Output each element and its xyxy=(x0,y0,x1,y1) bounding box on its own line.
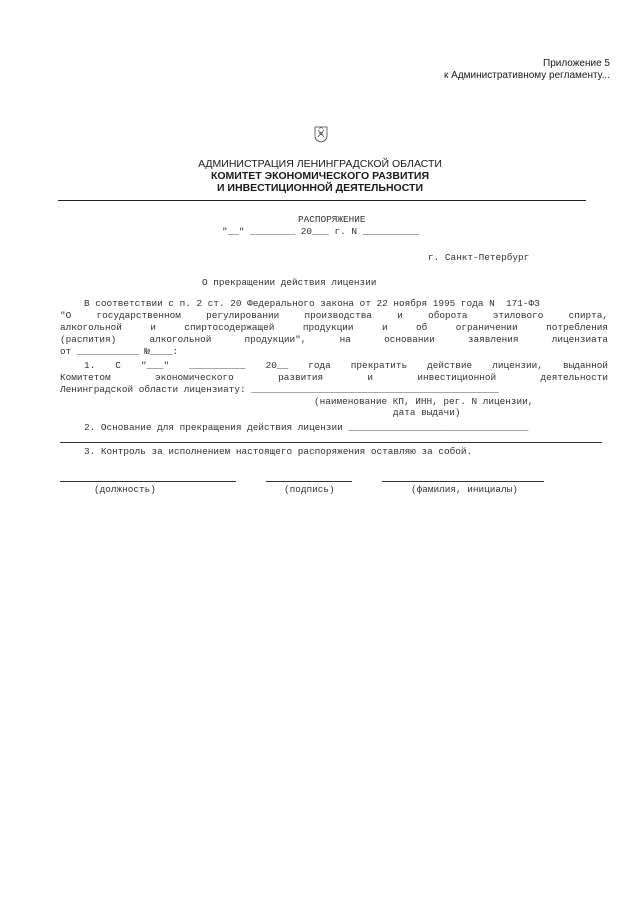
item-1-line-3: Ленинградской области лицензиату: ____________________________________________ xyxy=(60,384,499,395)
intro-line-4: (распития) алкогольной продукции", на основании заявления лицензиата xyxy=(60,334,608,345)
appendix-reference: к Административному регламенту... xyxy=(444,70,610,81)
name-label: (фамилия, инициалы) xyxy=(411,484,518,495)
item-1-caption-1: (наименование КП, ИНН, рег. N лицензии, xyxy=(314,396,534,407)
order-city: г. Санкт-Петербург xyxy=(428,252,530,263)
order-subject: О прекращении действия лицензии xyxy=(202,277,377,288)
order-date-number: "__" ________ 20___ г. N __________ xyxy=(222,226,419,237)
item-1-line-1: 1. С "___" __________ 20__ года прекратить действие лицензии, выданной xyxy=(84,360,608,371)
appendix-number: Приложение 5 xyxy=(543,58,610,69)
intro-line-2: "О государственном регулировании производства и оборота этилового спирта, xyxy=(60,310,608,321)
order-title: РАСПОРЯЖЕНИЕ xyxy=(298,214,366,225)
item-1-caption-2: дата выдачи) xyxy=(393,407,461,418)
name-line xyxy=(382,481,544,482)
administration-title: АДМИНИСТРАЦИЯ ЛЕНИНГРАДСКОЙ ОБЛАСТИ xyxy=(198,158,442,170)
committee-title-line2: И ИНВЕСТИЦИОННОЙ ДЕЯТЕЛЬНОСТИ xyxy=(216,182,424,194)
position-line xyxy=(60,481,236,482)
item-2: 2. Основание для прекращения действия лицензии ________________________________ xyxy=(84,422,529,433)
item-3: 3. Контроль за исполнением настоящего распоряжения оставляю за собой. xyxy=(84,446,473,457)
signature-label: (подпись) xyxy=(284,484,335,495)
intro-line-1: В соответствии с п. 2 ст. 20 Федерального закона от 22 ноября 1995 года N 171-ФЗ xyxy=(84,298,540,309)
position-label: (должность) xyxy=(94,484,156,495)
header-divider xyxy=(58,200,586,201)
coat-of-arms-icon xyxy=(314,126,328,143)
intro-line-3: алкогольной и спиртосодержащей продукции и об ограничении потребления xyxy=(60,322,608,333)
signature-line xyxy=(266,481,352,482)
item-2-continuation-line xyxy=(60,442,602,443)
committee-title-line1: КОМИТЕТ ЭКОНОМИЧЕСКОГО РАЗВИТИЯ xyxy=(210,170,430,182)
intro-line-5: от ___________ №____: xyxy=(60,346,179,357)
item-1-line-2: Комитетом экономического развития и инвестиционной деятельности xyxy=(60,372,608,383)
